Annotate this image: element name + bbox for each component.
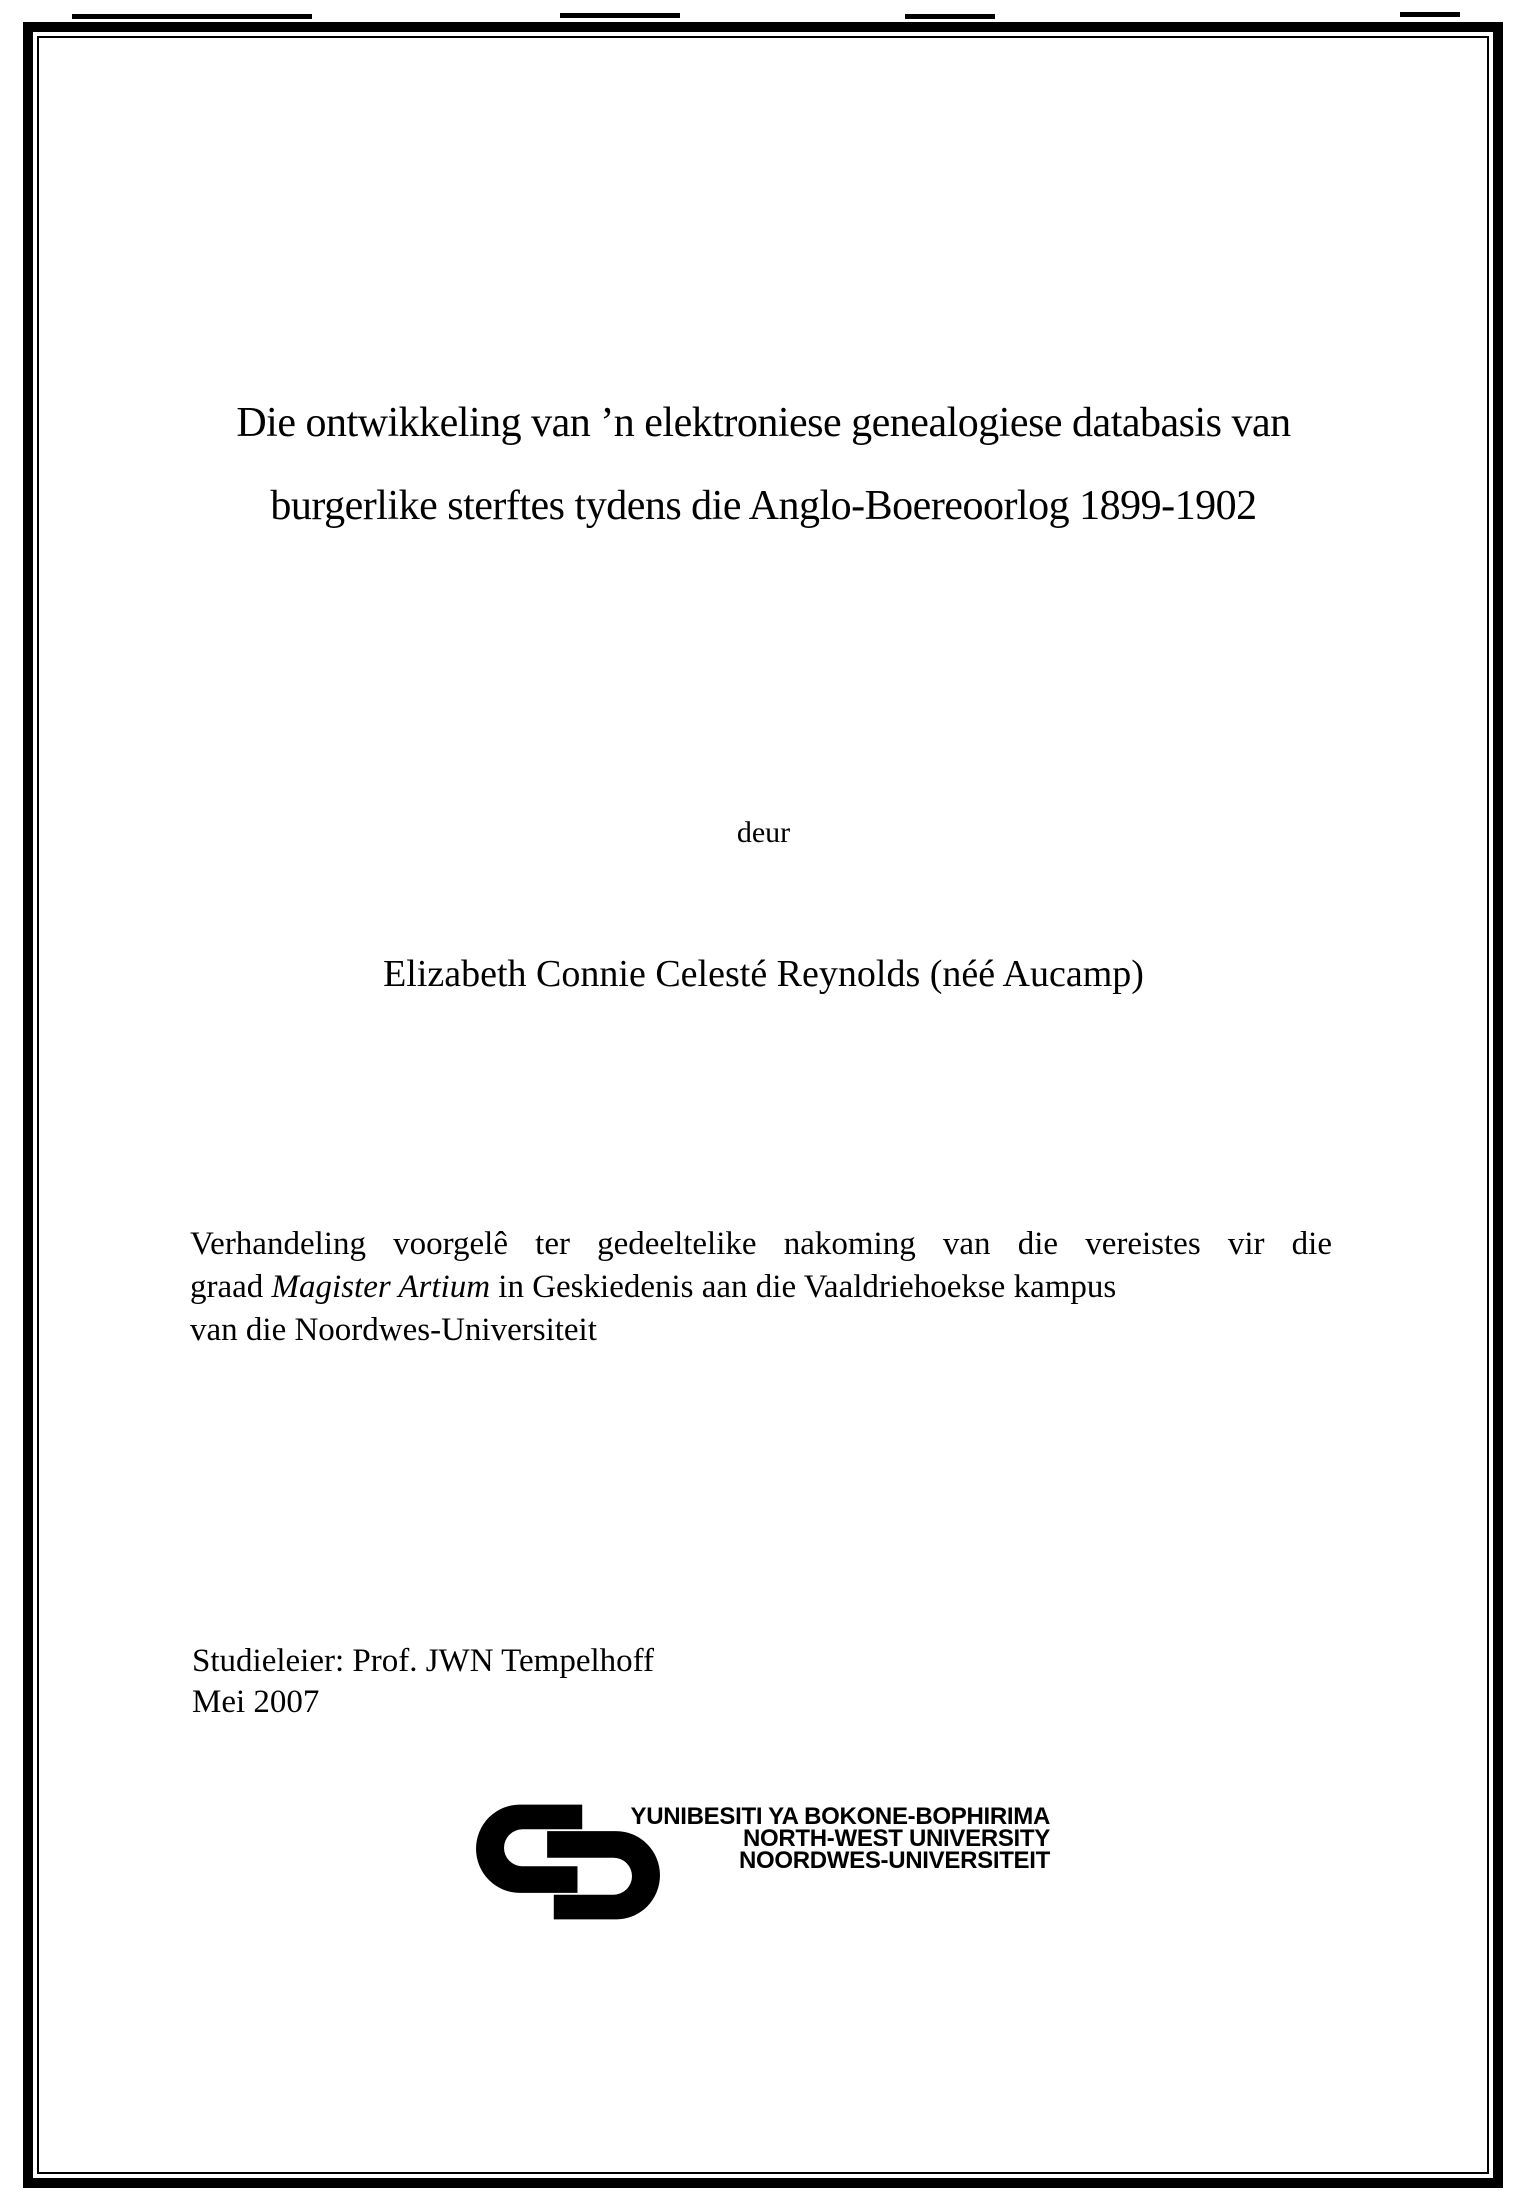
degree-name: Magister Artium — [271, 1269, 491, 1305]
byline: deur — [736, 816, 791, 849]
title-line-1: Die ontwikkeling van ’n elektroniese genealogiese databasis van — [236, 400, 1291, 446]
logo-line-english: NORTH-WEST UNIVERSITY — [742, 1825, 1050, 1852]
scan-artifact — [1400, 12, 1460, 17]
scan-artifact — [905, 14, 995, 19]
date-line: Mei 2007 — [192, 1684, 320, 1720]
degree-statement — [190, 1223, 1332, 1352]
scan-artifact — [72, 14, 312, 19]
degree-statement-line-3: van die Noordwes-Universiteit — [190, 1312, 597, 1348]
degree-statement-line-2 — [190, 1266, 1332, 1309]
title-line-2: burgerlike sterftes tydens die Anglo-Boereoorlog 1899-1902 — [270, 483, 1257, 529]
degree-statement-line-1: Verhandeling voorgelê ter gedeeltelike nakoming van die vereistes vir die — [190, 1226, 1332, 1262]
supervisor-block — [192, 1641, 654, 1723]
supervisor-line: Studieleier: Prof. JWN Tempelhoff — [192, 1643, 655, 1679]
logo-line-setswana: YUNIBESITI YA BOKONE-BOPHIRIMA — [630, 1803, 1050, 1830]
logo-line-afrikaans: NOORDWES-UNIVERSITEIT — [738, 1847, 1050, 1874]
page-title — [60, 382, 1467, 548]
author-name: Elizabeth Connie Celesté Reynolds (néé Aucamp) — [383, 953, 1144, 995]
scan-artifact — [560, 13, 680, 18]
degree-statement-line-2-post: in Geskiedenis aan die Vaaldriehoekse kampus — [490, 1269, 1117, 1305]
degree-statement-line-2-pre: graad — [190, 1269, 272, 1305]
university-logo-text — [630, 1803, 1051, 1874]
